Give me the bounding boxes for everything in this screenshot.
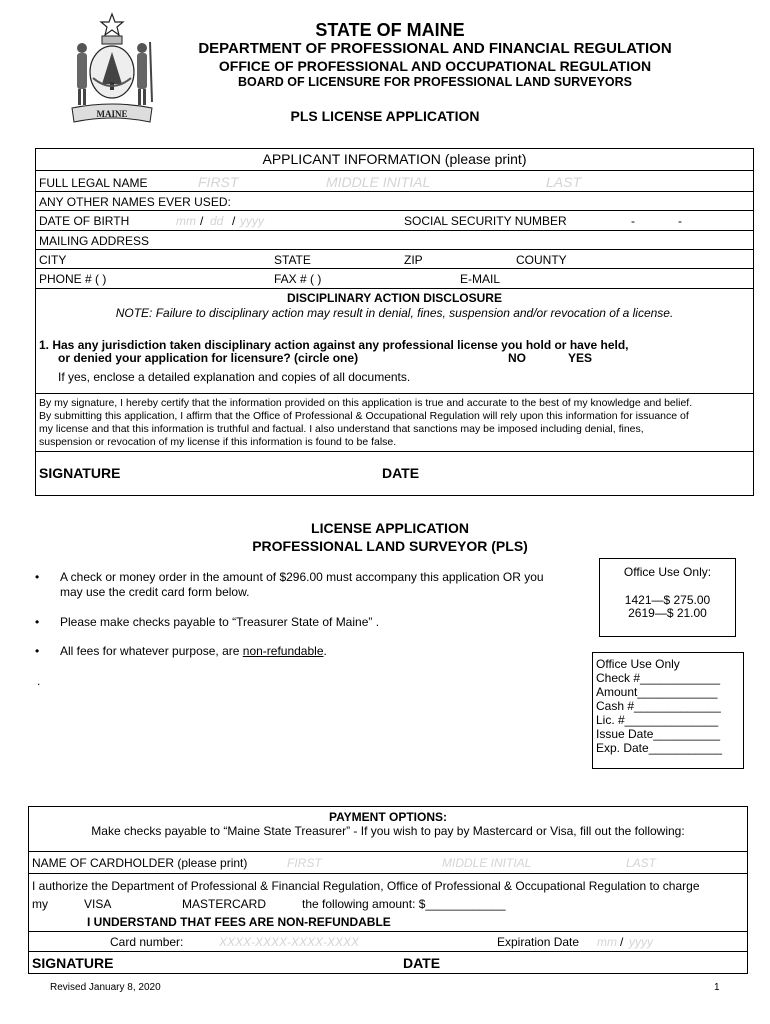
svg-text:MAINE: MAINE [96, 109, 128, 119]
cardholder-label: NAME OF CARDHOLDER (please print) [32, 856, 248, 870]
office-check-field: Check #____________ [596, 671, 721, 685]
expiration-year-field[interactable]: yyyy [629, 935, 653, 949]
office-use-title-1: Office Use Only: [623, 565, 712, 579]
payment-title: PAYMENT OPTIONS: [328, 810, 447, 824]
phone-label: PHONE # ( ) [39, 272, 107, 286]
dob-day-field[interactable]: dd [210, 214, 224, 228]
state-seal-logo [66, 12, 158, 130]
office-lic-field: Lic. #______________ [596, 713, 719, 727]
certification-line-3: my license and that this information is truthful and factual. I also understand that sanctions may be imposed including denial, fines, [39, 423, 644, 435]
signature-label: SIGNATURE [39, 465, 121, 481]
disclosure-note: NOTE: Failure to disciplinary action may result in denial, fines, suspension and/or revocation of a license. [115, 306, 674, 320]
ssn-dash-1: - [631, 214, 635, 228]
dob-year-field[interactable]: yyyy [240, 214, 264, 228]
cardholder-middle-field[interactable]: MIDDLE INITIAL [442, 856, 532, 870]
middle-initial-field[interactable]: MIDDLE INITIAL [326, 174, 431, 190]
answer-no[interactable]: NO [508, 351, 526, 365]
stray-dot: . [37, 674, 41, 688]
answer-yes[interactable]: YES [568, 351, 593, 365]
bullet-fee-line-2: may use the credit card form below. [60, 585, 250, 599]
expiration-slash: / [620, 935, 624, 949]
certification-line-2: By submitting this application, I affirm that the Office of Professional & Occupational Regulation will rely upon this information for issuance of [39, 410, 689, 422]
authorize-text: I authorize the Department of Professional & Financial Regulation, Office of Professional & Occupational Regulation to charge [32, 879, 700, 893]
office-use-title-2: Office Use Only [596, 657, 680, 671]
fee-1421: 1421—$ 275.00 [624, 593, 711, 607]
fee-2619: 2619—$ 21.00 [628, 606, 707, 620]
cardholder-last-field[interactable]: LAST [626, 856, 657, 870]
bullet-non-refundable [60, 644, 327, 659]
email-label: E-MAIL [460, 272, 501, 286]
office-use-record-box [592, 652, 744, 769]
license-title-1: LICENSE APPLICATION [311, 520, 469, 536]
last-name-field[interactable]: LAST [546, 174, 582, 190]
office-cash-field: Cash #_____________ [596, 699, 721, 713]
expiration-label: Expiration Date [497, 935, 580, 949]
payment-date-label: DATE [403, 955, 441, 971]
bullet-dot-2: • [35, 615, 40, 629]
mailing-address-label: MAILING ADDRESS [39, 234, 150, 248]
bullet-fee-instruction [60, 570, 590, 600]
bullet-dot-3: • [35, 644, 40, 658]
bullet-fee-line-1: A check or money order in the amount of $296.00 must accompany this application OR you [60, 570, 544, 584]
payment-options-box [28, 806, 748, 974]
card-number-label: Card number: [110, 935, 184, 949]
ssn-label: SOCIAL SECURITY NUMBER [404, 214, 567, 228]
office-exp-date-field: Exp. Date___________ [596, 741, 723, 755]
certification-line-4: suspension or revocation of my license if this information is found to be false. [39, 436, 397, 448]
charge-amount-field[interactable]: the following amount: $____________ [302, 897, 506, 911]
bullet-non-refundable-pre: All fees for whatever purpose, are [60, 644, 243, 658]
fax-label: FAX # ( ) [274, 272, 322, 286]
payment-subtitle: Make checks payable to “Maine State Treasurer” - If you wish to pay by Mastercard or Visa, fill out the following: [91, 824, 685, 838]
applicant-heading: APPLICANT INFORMATION (please print) [262, 151, 527, 167]
state-label: STATE [274, 253, 311, 267]
question-1-line-1: 1. Has any jurisdiction taken disciplinary action against any professional license you hold or have held, [39, 338, 629, 352]
bullet-dot-1: • [35, 570, 40, 584]
board-title: BOARD OF LICENSURE FOR PROFESSIONAL LAND SURVEYORS [237, 75, 633, 89]
page-number: 1 [714, 982, 720, 993]
cardholder-first-field[interactable]: FIRST [287, 856, 322, 870]
other-names-label: ANY OTHER NAMES EVER USED: [39, 195, 231, 209]
form-title: PLS LICENSE APPLICATION [290, 108, 480, 124]
visa-option[interactable]: VISA [84, 897, 112, 911]
certification-text [39, 397, 751, 449]
non-refundable-statement: I UNDERSTAND THAT FEES ARE NON-REFUNDABLE [87, 915, 391, 929]
question-1-line-2: or denied your application for licensure? (circle one) [58, 351, 359, 365]
dob-slash: / [200, 214, 204, 228]
office-issue-date-field: Issue Date__________ [596, 727, 721, 741]
dob-month-field[interactable]: mm [176, 214, 196, 228]
office-title: OFFICE OF PROFESSIONAL AND OCCUPATIONAL REGULATION [218, 58, 652, 74]
if-yes-instruction: If yes, enclose a detailed explanation and copies of all documents. [58, 370, 411, 384]
zip-label: ZIP [404, 253, 423, 267]
date-label: DATE [382, 465, 420, 481]
office-use-fee-box [599, 558, 736, 637]
expiration-month-field[interactable]: mm [597, 935, 617, 949]
non-refundable-text: non-refundable [242, 644, 324, 658]
license-title-2: PROFESSIONAL LAND SURVEYOR (PLS) [252, 538, 528, 554]
bullet-payable: Please make checks payable to “Treasurer State of Maine” . [60, 615, 380, 629]
authorize-my: my [32, 897, 48, 911]
payment-signature-label: SIGNATURE [32, 955, 114, 971]
disclosure-heading: DISCIPLINARY ACTION DISCLOSURE [287, 291, 502, 305]
ssn-dash-2: - [678, 214, 682, 228]
office-amount-field: Amount____________ [596, 685, 718, 699]
full-legal-name-label: FULL LEGAL NAME [39, 176, 148, 190]
county-label: COUNTY [516, 253, 567, 267]
revised-date: Revised January 8, 2020 [50, 982, 161, 993]
mastercard-option[interactable]: MASTERCARD [182, 897, 267, 911]
dob-slash-2: / [232, 214, 236, 228]
dob-label: DATE OF BIRTH [39, 214, 130, 228]
department-title: DEPARTMENT OF PROFESSIONAL AND FINANCIAL REGULATION [198, 40, 672, 57]
bullet-non-refundable-post: . [323, 644, 327, 658]
city-label: CITY [39, 253, 67, 267]
applicant-info-box [35, 148, 754, 496]
first-name-field[interactable]: FIRST [198, 174, 239, 190]
state-title: STATE OF MAINE [315, 20, 465, 40]
certification-line-1: By my signature, I hereby certify that the information provided on this application is true and accurate to the best of my knowledge and belief. [39, 397, 693, 409]
card-number-field[interactable]: XXXX-XXXX-XXXX-XXXX [219, 935, 360, 949]
